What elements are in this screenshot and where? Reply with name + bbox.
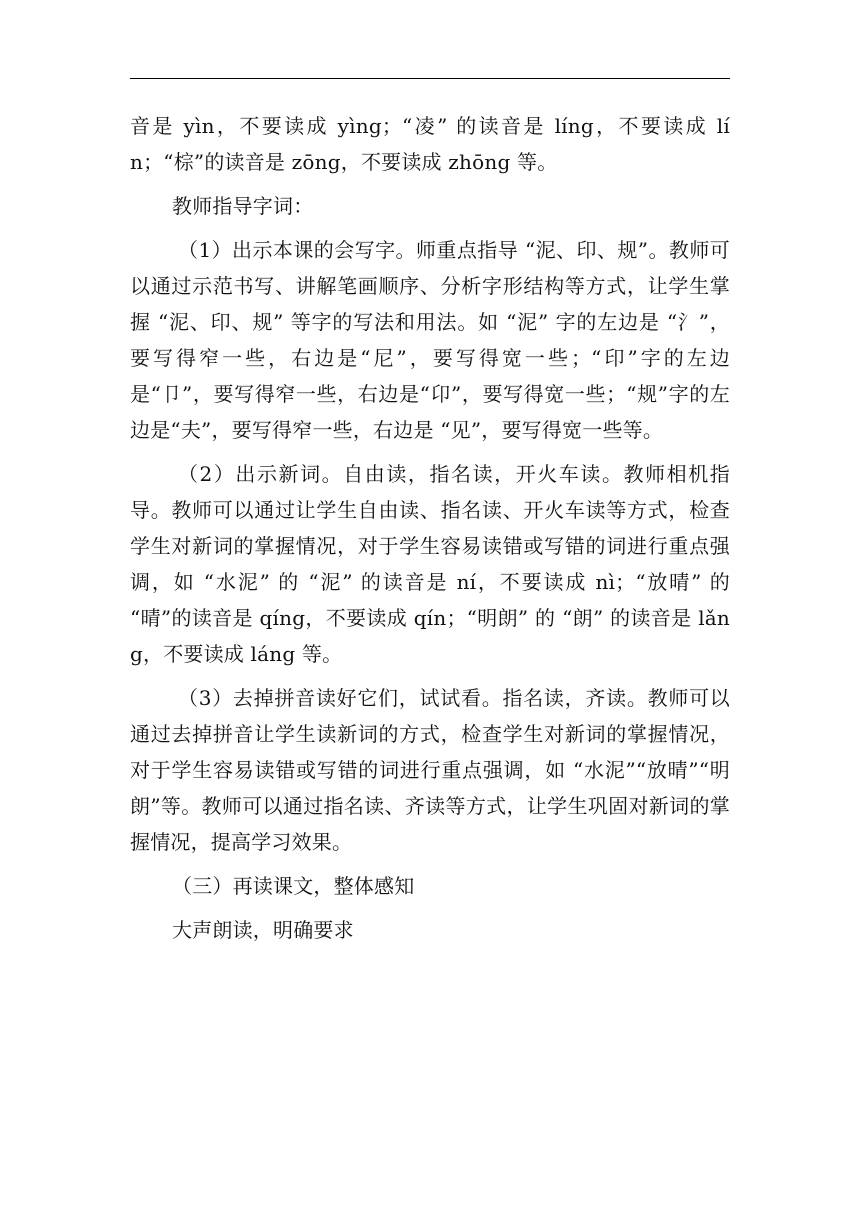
paragraph-item-1: （1）出示本课的会写字。师重点指导 “泥、印、规”。教师可以通过示范书写、讲解笔画顺序、分析字形结构等方式，让学生掌握 “泥、印、规” 等字的写法和用法。如 “泥” 字的左边是 “氵”，要写得窄一些，右边是“尼”，要写得宽一些；“印”字的左边是“卩”，要写得窄一些，右边是“卬”，要写得宽一些；“规”字的左边是“夫”，要写得窄一些，右边是 “见”，要写得宽一些等。 [130,238,730,442]
paragraph-read-aloud: 大声朗读，明确要求 [172,918,354,942]
paragraph-continuation: 音是 yìn，不要读成 yìng；“凌” 的读音是 líng，不要读成 lín；“棕”的读音是 zōng，不要读成 zhōng 等。 [130,114,730,174]
document-body [130,108,730,948]
paragraph-teacher-guidance-heading: 教师指导字词： [172,194,314,218]
paragraph-item-2: （2）出示新词。自由读，指名读，开火车读。教师相机指导。教师可以通过让学生自由读、指名读、开火车读等方式，检查学生对新词的掌握情况，对于学生容易读错或写错的词进行重点强调，如 “水泥” 的 “泥” 的读音是 ní，不要读成 nì；“放晴” 的 “晴”的读音是 qíng，不要读成 qín；“明朗” 的 “朗” 的读音是 lǎng，不要读成 láng 等。 [130,462,730,666]
header-divider [130,78,730,79]
section-heading: （三）再读课文，整体感知 [172,874,415,898]
paragraph-item-3: （3）去掉拼音读好它们，试试看。指名读，齐读。教师可以通过去掉拼音让学生读新词的方式，检查学生对新词的掌握情况，对于学生容易读错或写错的词进行重点强调，如 “水泥”“放晴”“明朗”等。教师可以通过指名读、齐读等方式，让学生巩固对新词的掌握情况，提高学习效果。 [130,686,730,854]
